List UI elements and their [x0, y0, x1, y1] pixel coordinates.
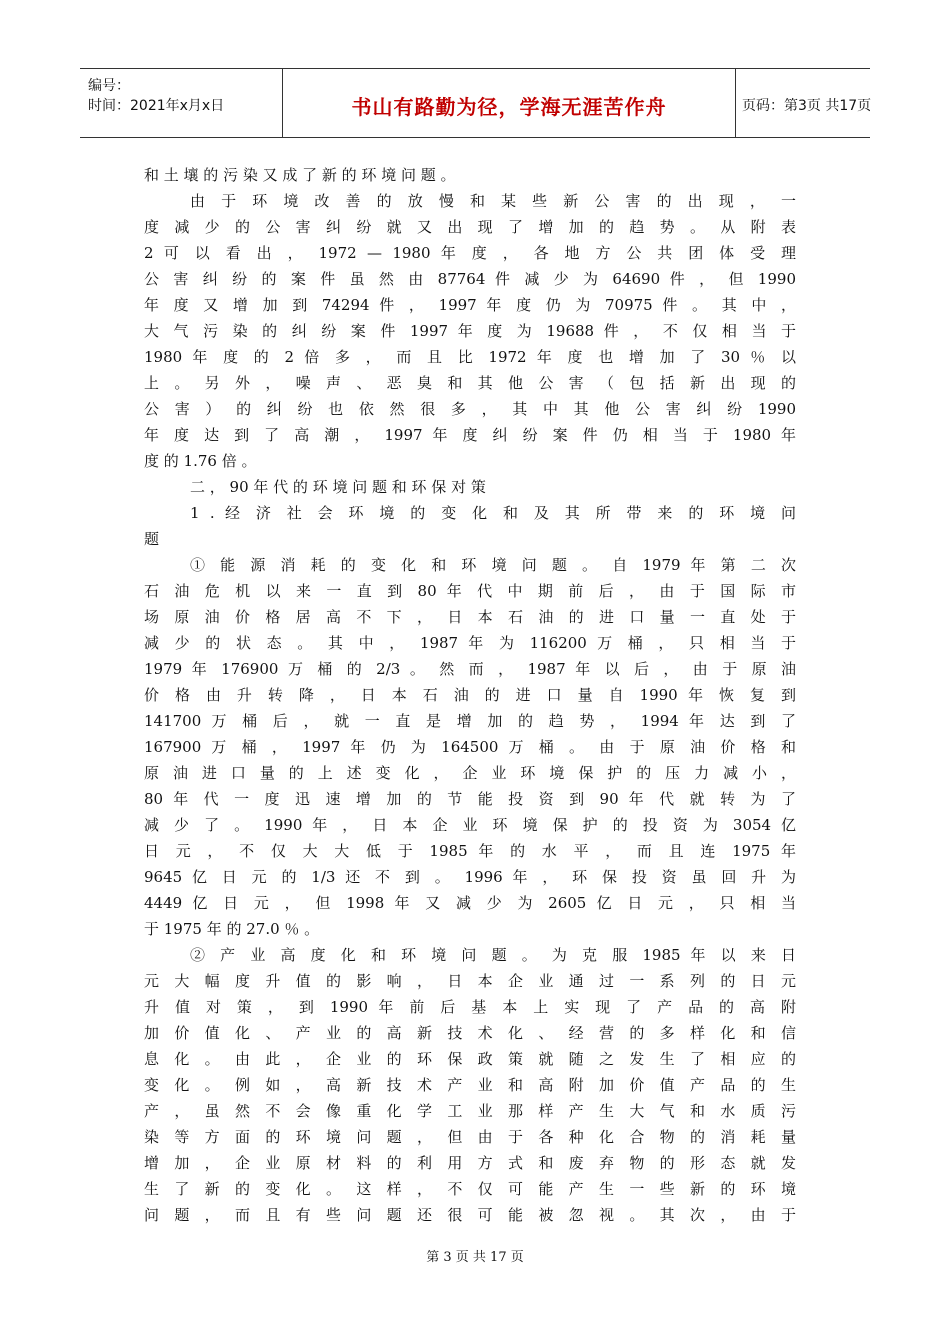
- paragraph-line: 染 等 方 面 的 环 境 问 题 ， 但 由 于 各 种 化 合 物 的 消 耗 量: [144, 1128, 796, 1146]
- paragraph-line: 产 ， 虽 然 不 会 像 重 化 学 工 业 那 样 产 生 大 气 和 水 质 污: [144, 1102, 796, 1120]
- paragraph-line: 1979 年 176900 万 桶 的 2/3 。 然 而 ， 1987 年 以 后 ， 由 于 原 油: [144, 660, 796, 678]
- document-date-label: 时间：2021年x月x日: [88, 98, 225, 114]
- paragraph-line: ② 产 业 高 度 化 和 环 境 问 题 。 为 克 服 1985 年 以 来 日: [190, 946, 796, 964]
- header-motto: 书山有路勤为径，学海无涯苦作舟: [351, 95, 667, 119]
- paragraph-line: 大 气 污 染 的 纠 纷 案 件 1997 年 度 为 19688 件 ， 不 仅 相 当 于: [144, 322, 796, 340]
- paragraph-line: 于 1975 年 的 27.0 ％ 。: [144, 920, 320, 938]
- paragraph-line: 减 少 的 状 态 。 其 中 ， 1987 年 为 116200 万 桶 ， 只 相 当 于: [144, 634, 796, 652]
- paragraph-line: 公 害 ） 的 纠 纷 也 依 然 很 多 ， 其 中 其 他 公 害 纠 纷 1990: [144, 400, 796, 418]
- paragraph-line: 80 年 代 一 度 迅 速 增 加 的 节 能 投 资 到 90 年 代 就 转 为 了: [144, 790, 796, 808]
- paragraph-line: 上 。 另 外 ， 噪 声 、 恶 臭 和 其 他 公 害 （ 包 括 新 出 现 的: [144, 374, 796, 392]
- paragraph-line: 加 价 值 化 、 产 业 的 高 新 技 术 化 、 经 营 的 多 样 化 和 信: [144, 1024, 796, 1042]
- paragraph-line: 生 了 新 的 变 化 。 这 样 ， 不 仅 可 能 产 生 一 些 新 的 环 境: [144, 1180, 796, 1198]
- paragraph-line: 度 的 1.76 倍 。: [144, 452, 257, 470]
- page-header: [80, 68, 870, 138]
- paragraph-line: 公 害 纠 纷 的 案 件 虽 然 由 87764 件 减 少 为 64690 件 ， 但 1990: [144, 270, 796, 288]
- header-page-cell: [736, 69, 870, 137]
- paragraph-line: 年 度 达 到 了 高 潮 ， 1997 年 度 纠 纷 案 件 仍 相 当 于 1980 年: [144, 426, 796, 444]
- paragraph-line: 和 土 壤 的 污 染 又 成 了 新 的 环 境 问 题 。: [144, 166, 456, 184]
- paragraph-line: 升 值 对 策 ， 到 1990 年 前 后 基 本 上 实 现 了 产 品 的 高 附: [144, 998, 796, 1016]
- paragraph-line: 141700 万 桶 后 ， 就 一 直 是 增 加 的 趋 势 ， 1994 年 达 到 了: [144, 712, 796, 730]
- header-meta-cell: [80, 69, 283, 137]
- paragraph-line: 1 . 经 济 社 会 环 境 的 变 化 和 及 其 所 带 来 的 环 境 问: [190, 504, 796, 522]
- header-motto-cell: [283, 69, 736, 137]
- paragraph-line: 167900 万 桶 ， 1997 年 仍 为 164500 万 桶 。 由 于 原 油 价 格 和: [144, 738, 796, 756]
- header-page-info: 页码：第3页 共17页: [742, 98, 872, 114]
- paragraph-line: 由 于 环 境 改 善 的 放 慢 和 某 些 新 公 害 的 出 现 ， 一: [190, 192, 796, 210]
- paragraph-line: 二 ， 90 年 代 的 环 境 问 题 和 环 保 对 策: [190, 478, 486, 496]
- paragraph-line: 9645 亿 日 元 的 1/3 还 不 到 。 1996 年 ， 环 保 投 资 虽 回 升 为: [144, 868, 796, 886]
- paragraph-line: 元 大 幅 度 升 值 的 影 响 ， 日 本 企 业 通 过 一 系 列 的 日 元: [144, 972, 796, 990]
- paragraph-line: 原 油 进 口 量 的 上 述 变 化 ， 企 业 环 境 保 护 的 压 力 减 小 ，: [144, 764, 796, 782]
- paragraph-line: 变 化 。 例 如 ， 高 新 技 术 产 业 和 高 附 加 价 值 产 品 的 生: [144, 1076, 796, 1094]
- paragraph-line: 年 度 又 增 加 到 74294 件 ， 1997 年 度 仍 为 70975 件 。 其 中 ，: [144, 296, 796, 314]
- paragraph-line: 息 化 。 由 此 ， 企 业 的 环 保 政 策 就 随 之 发 生 了 相 应 的: [144, 1050, 796, 1068]
- paragraph-line: 1980 年 度 的 2 倍 多 ， 而 且 比 1972 年 度 也 增 加 了 30 ％ 以: [144, 348, 796, 366]
- paragraph-line: 4449 亿 日 元 ， 但 1998 年 又 减 少 为 2605 亿 日 元 ， 只 相 当: [144, 894, 796, 912]
- paragraph-line: 题: [144, 530, 160, 548]
- paragraph-line: 日 元 ， 不 仅 大 大 低 于 1985 年 的 水 平 ， 而 且 连 1975 年: [144, 842, 796, 860]
- paragraph-line: 价 格 由 升 转 降 ， 日 本 石 油 的 进 口 量 自 1990 年 恢 复 到: [144, 686, 796, 704]
- paragraph-line: 场 原 油 价 格 居 高 不 下 ， 日 本 石 油 的 进 口 量 一 直 处 于: [144, 608, 796, 626]
- page-footer: 第 3 页 共 17 页: [426, 1250, 524, 1265]
- paragraph-line: 2 可 以 看 出 ， 1972 — 1980 年 度 ， 各 地 方 公 共 团 体 受 理: [144, 244, 796, 262]
- paragraph-line: 度 减 少 的 公 害 纠 纷 就 又 出 现 了 增 加 的 趋 势 。 从 附 表: [144, 218, 796, 236]
- paragraph-line: 问 题 ， 而 且 有 些 问 题 还 很 可 能 被 忽 视 。 其 次 ， 由 于: [144, 1206, 796, 1224]
- paragraph-line: ① 能 源 消 耗 的 变 化 和 环 境 问 题 。 自 1979 年 第 二 次: [190, 556, 796, 574]
- paragraph-line: 石 油 危 机 以 来 一 直 到 80 年 代 中 期 前 后 ， 由 于 国 际 市: [144, 582, 796, 600]
- paragraph-line: 减 少 了 。 1990 年 ， 日 本 企 业 环 境 保 护 的 投 资 为 3054 亿: [144, 816, 796, 834]
- paragraph-line: 增 加 ， 企 业 原 材 料 的 利 用 方 式 和 废 弃 物 的 形 态 就 发: [144, 1154, 796, 1172]
- document-number-label: 编号：: [88, 78, 130, 94]
